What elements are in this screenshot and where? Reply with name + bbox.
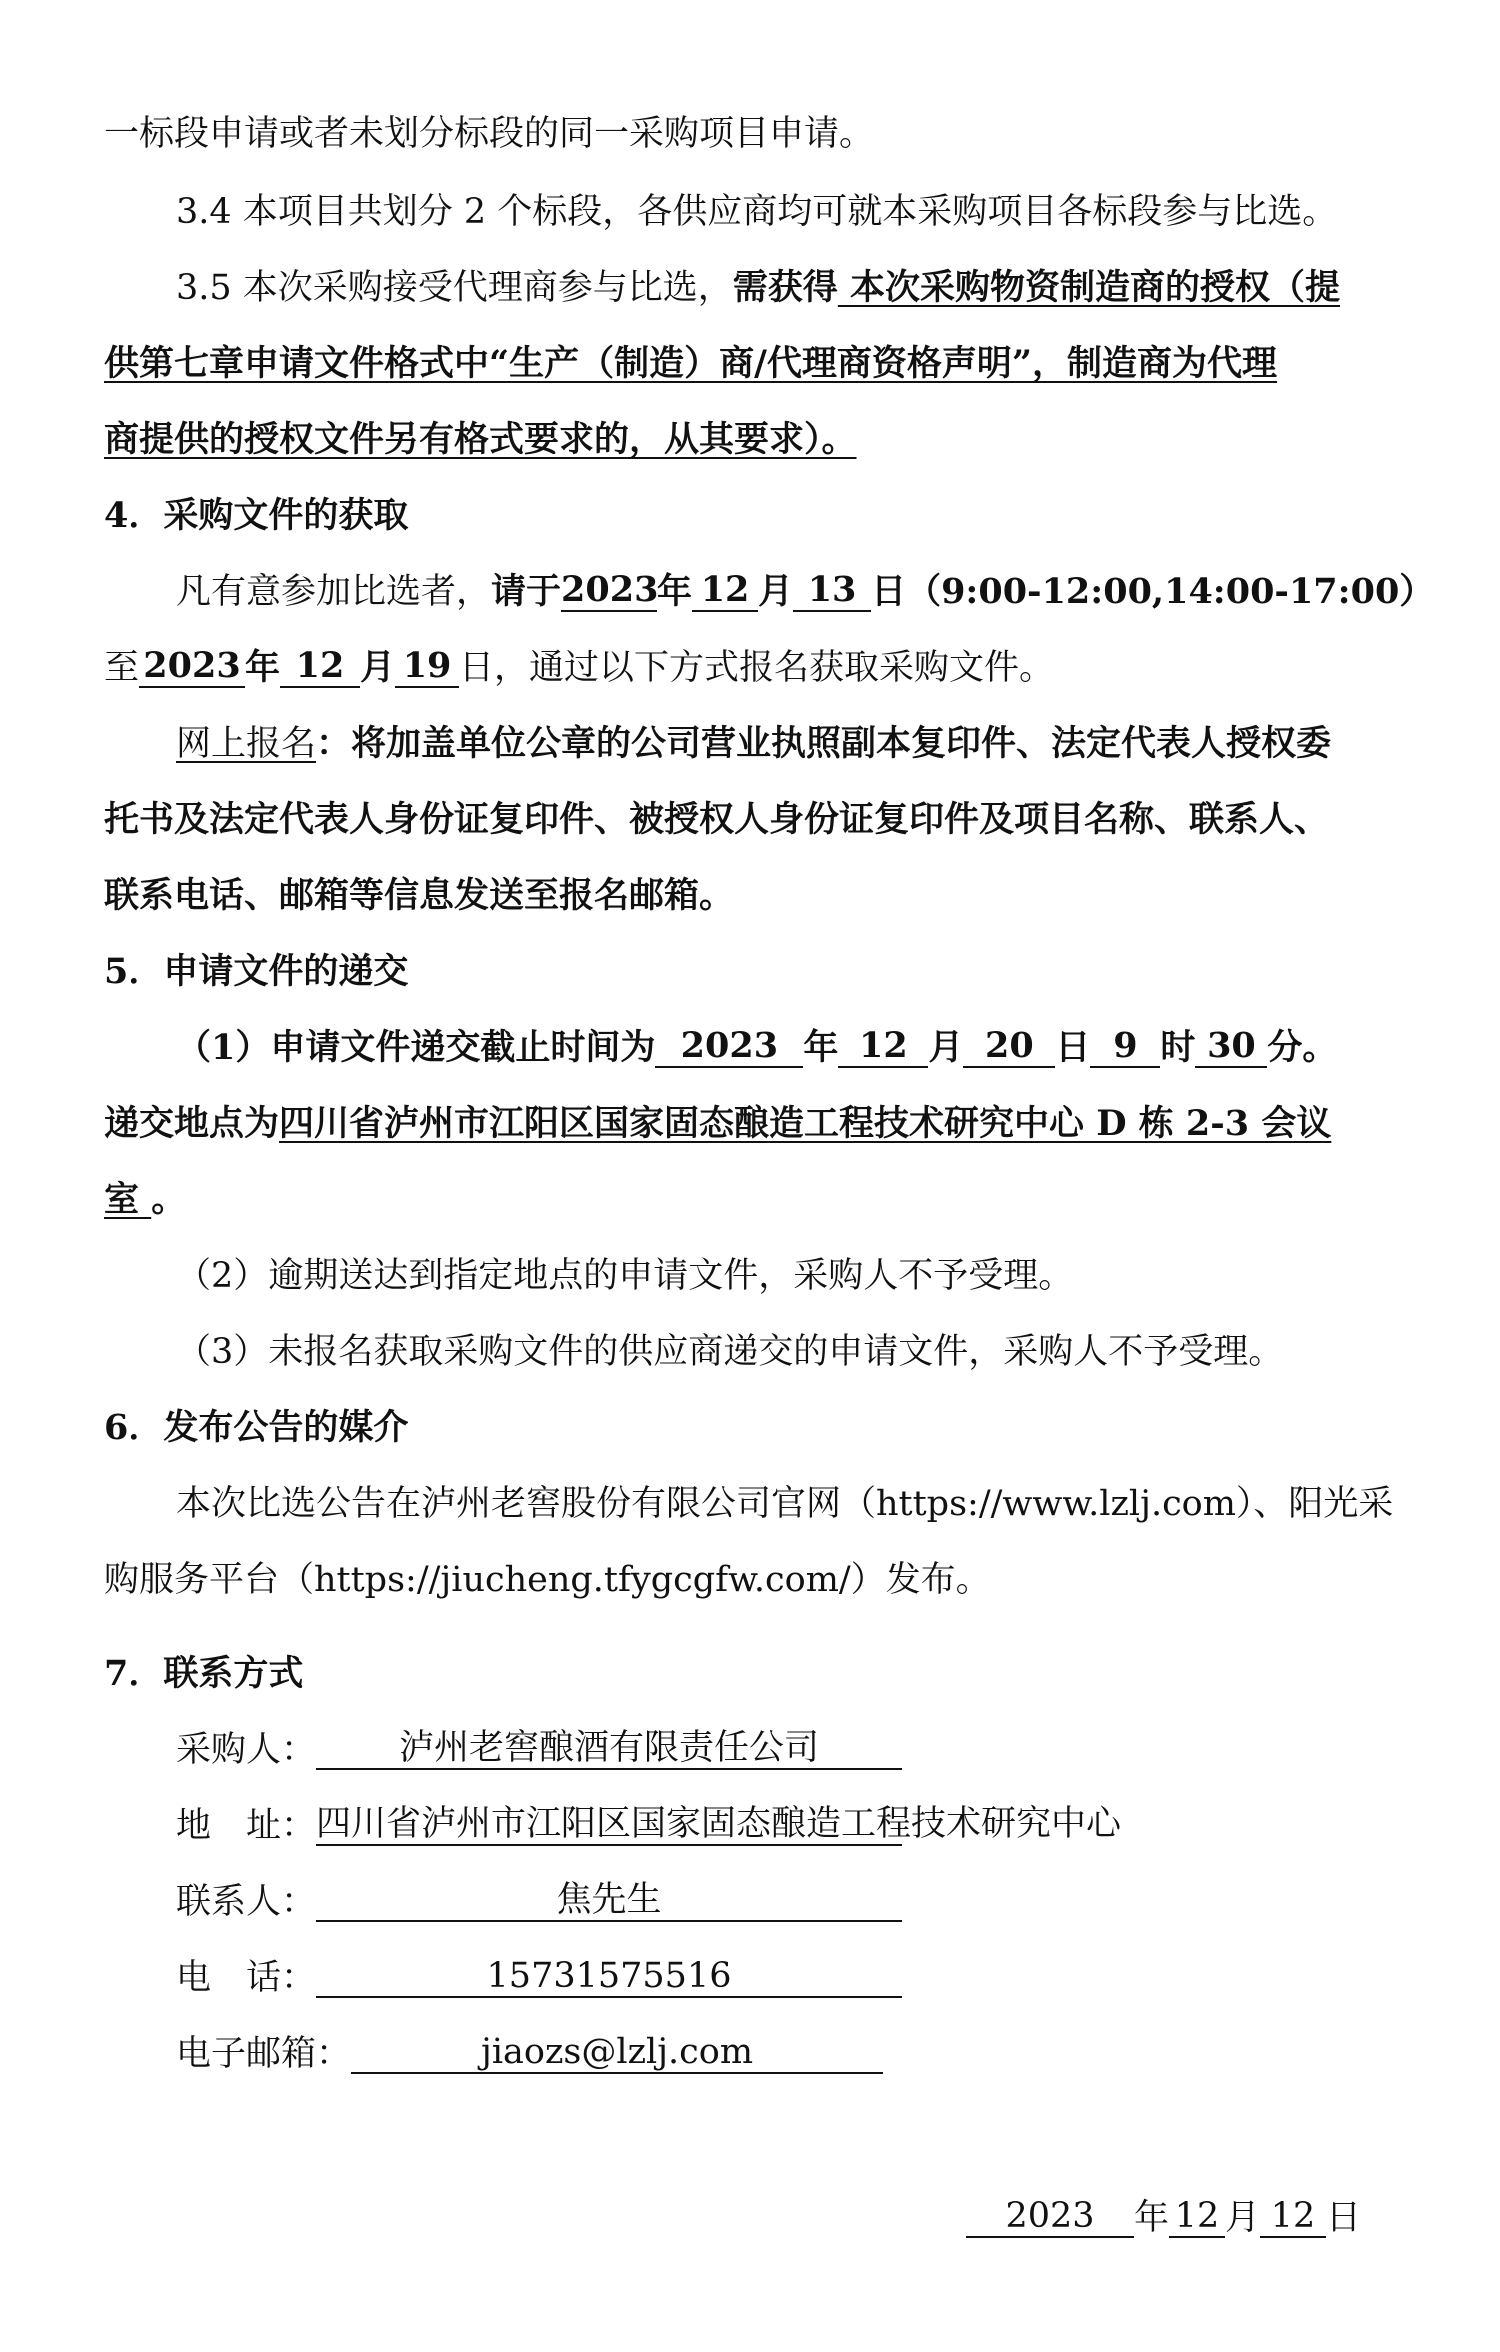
text-bold: 年 [657, 571, 693, 612]
contact-address-row [176, 1804, 1122, 1848]
heading-text: 5．申请文件的递交 [104, 951, 409, 992]
text-bold: （1）申请文件递交截止时间为 [176, 1027, 656, 1068]
text: 日，通过以下方式报名获取采购文件。 [459, 648, 1055, 688]
text: 年 [1134, 2198, 1170, 2238]
paragraph-3-5 [176, 266, 1340, 310]
text-bold-underlined: 室 [104, 1179, 140, 1220]
filled-month: 12 [692, 570, 758, 612]
section-heading-5 [104, 950, 408, 994]
text-bold: 日 [871, 571, 907, 612]
filled-month: 12 [280, 646, 360, 688]
text: （3）未报名获取采购文件的供应商递交的申请文件，采购人不予受理。 [176, 1332, 1284, 1372]
paragraph-line [104, 1558, 991, 1602]
paragraph-line [104, 342, 1277, 386]
text: 至 [104, 648, 140, 688]
text-bold: 年 [245, 647, 281, 688]
paragraph-5-1 [176, 1026, 1337, 1070]
paragraph-line [104, 112, 874, 156]
heading-text: 6．发布公告的媒介 [104, 1407, 409, 1448]
text-bold: 月 [360, 647, 396, 688]
paragraph-5-2 [176, 1254, 1073, 1298]
section-heading-4 [104, 494, 408, 538]
buyer-value: 泸州老窖酿酒有限责任公司 [316, 1728, 902, 1770]
text-underlined: 网上报名 [176, 724, 317, 764]
text-bold: 月 [928, 1027, 964, 1068]
address-value: 四川省泸州市江阳区国家固态酿造工程技术研究中心 [316, 1804, 1122, 1844]
paragraph-line [104, 798, 1329, 842]
filled-hour: 9 [1090, 1026, 1160, 1068]
paragraph-6 [176, 1482, 1393, 1526]
text-bold: 请于 [491, 571, 562, 612]
filled-day: 20 [963, 1026, 1055, 1068]
heading-text: 4．采购文件的获取 [104, 495, 409, 536]
filled-day: 19 [395, 646, 459, 688]
paragraph-online-registration [176, 722, 1331, 766]
text: 一标段申请或者未划分标段的同一采购项目申请。 [104, 114, 875, 154]
buyer-label: 采购人： [176, 1730, 317, 1770]
email-value: jiaozs@lzlj.com [351, 2032, 883, 2074]
text-bold: 托书及法定代表人身份证复印件、被授权人身份证复印件及项目名称、联系人、 [104, 799, 1330, 840]
paragraph-3-4 [176, 190, 1337, 234]
section-heading-6 [104, 1406, 408, 1450]
text-bold-underlined: 本次采购物资制造商的授权（提 [837, 267, 1340, 308]
text-bold: 时 [1160, 1027, 1196, 1068]
filled-day: 13 [793, 570, 871, 612]
text: 凡有意参加比选者， [176, 572, 492, 612]
text-bold: 日 [1055, 1027, 1091, 1068]
paragraph-line [104, 646, 1054, 690]
filled-year: 2023 [655, 1026, 803, 1068]
text: 3.5 本次采购接受代理商参与比选， [176, 268, 733, 308]
text: 3.4 本项目共划分 2 个标段，各供应商均可就本采购项目各标段参与比选。 [176, 192, 1338, 232]
contact-label: 联系人： [176, 1882, 317, 1922]
text-bold: 需获得 [732, 267, 838, 308]
text: 购服务平台（https://jiucheng.tfygcgfw.com/）发布。 [104, 1560, 991, 1600]
text-bold: 联系电话、邮箱等信息发送至报名邮箱。 [104, 875, 735, 916]
text-bold: 。 [151, 1179, 187, 1220]
paragraph-line [104, 874, 734, 918]
date-year: 2023 [966, 2196, 1134, 2238]
filled-month: 12 [838, 1026, 928, 1068]
text-bold: 月 [758, 571, 794, 612]
text-bold-underlined: 供第七章申请文件格式中“生产（制造）商/代理商资格声明”，制造商为代理 [104, 343, 1278, 384]
contact-value: 焦先生 [316, 1880, 902, 1922]
document-date [966, 2196, 1361, 2240]
text: 日 [1326, 2198, 1362, 2238]
paragraph-4-1 [176, 570, 1434, 614]
contact-phone-row [176, 1956, 902, 2000]
filled-year: 2023 [561, 569, 659, 610]
email-label: 电子邮箱： [176, 2034, 352, 2074]
section-heading-7 [104, 1652, 303, 1696]
phone-label: 电 话： [176, 1958, 317, 1998]
heading-text: 7．联系方式 [104, 1653, 304, 1694]
text: 月 [1225, 2198, 1261, 2238]
date-day: 12 [1260, 2196, 1326, 2238]
phone-value: 15731575516 [316, 1956, 902, 1998]
filled-year: 2023 [139, 646, 245, 688]
contact-email-row [176, 2032, 883, 2076]
text-bold: ：将加盖单位公章的公司营业执照副本复印件、法定代表人授权委 [316, 723, 1332, 764]
text-bold: 递交地点为 [104, 1103, 280, 1144]
contact-person-row [176, 1880, 902, 1924]
text-bold: 年 [803, 1027, 839, 1068]
date-month: 12 [1169, 2196, 1225, 2238]
paragraph-line [104, 1178, 186, 1222]
paragraph-line [104, 1102, 1331, 1146]
text-bold: （9:00-12:00,14:00-17:00） [906, 571, 1435, 612]
paragraph-line [104, 418, 857, 462]
text-bold-underlined: 商提供的授权文件另有格式要求的，从其要求）。 [104, 419, 857, 460]
contact-buyer-row [176, 1728, 902, 1772]
text: 本次比选公告在泸州老窖股份有限公司官网（https://www.lzlj.com）、阳光采 [176, 1484, 1394, 1524]
text-bold-underlined: 四川省泸州市江阳区国家固态酿造工程技术研究中心 D 栋 2-3 会议 [279, 1103, 1332, 1144]
text: （2）逾期送达到指定地点的申请文件，采购人不予受理。 [176, 1256, 1074, 1296]
text-bold: 分。 [1267, 1027, 1338, 1068]
address-label: 地 址： [176, 1806, 317, 1846]
filled-minute: 30 [1195, 1026, 1267, 1068]
paragraph-5-3 [176, 1330, 1283, 1374]
